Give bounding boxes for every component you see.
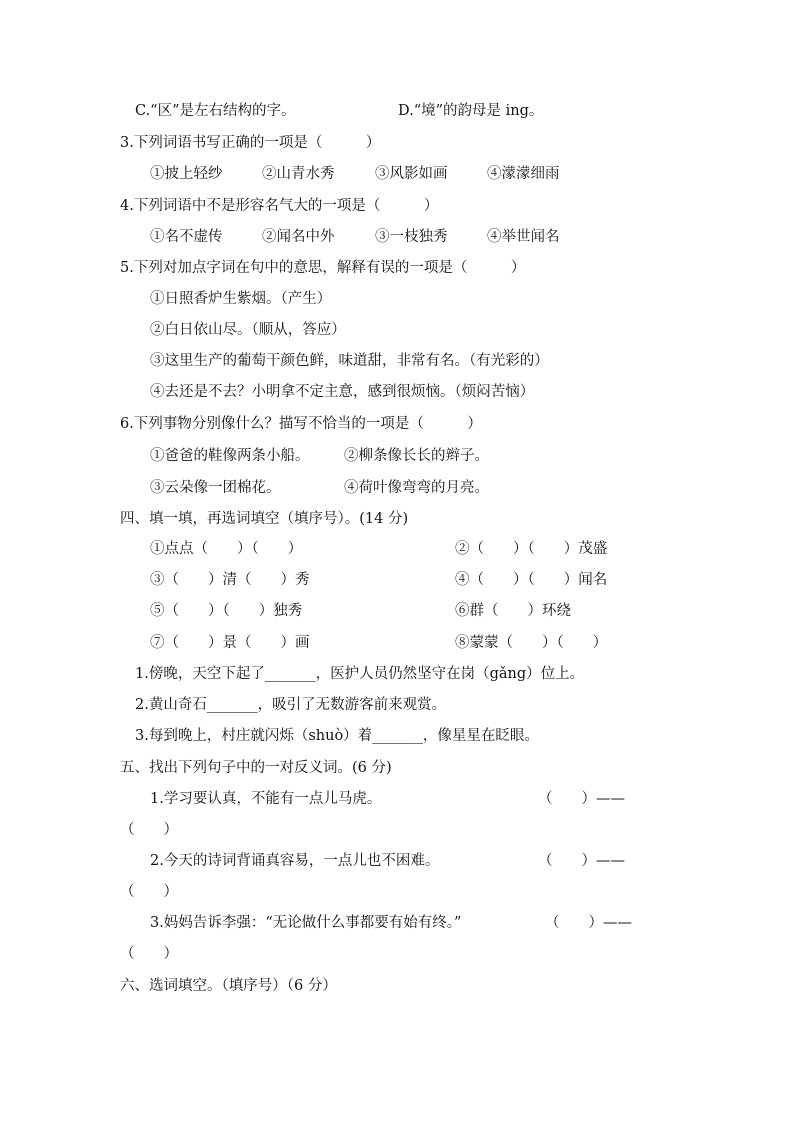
q3-option-2: ②山青水秀: [262, 166, 335, 182]
section5-item-1-text: 1.学习要认真，不能有一点儿马虎。: [150, 791, 382, 807]
section4-sentence-2: 2.黄山奇石_______，吸引了无数游客前来观赏。: [135, 697, 447, 713]
q6-option-4: ④荷叶像弯弯的月亮。: [344, 480, 489, 496]
q5-item-3: ③这里生产的葡萄干颜色鲜，味道甜，非常有名。（有光彩的）: [150, 353, 549, 369]
section4-left-1: ①点点（ ）（ ）: [150, 541, 303, 557]
section4-right-3: ⑥群（ ）环绕: [455, 603, 571, 619]
q6-option-1: ①爸爸的鞋像两条小船。: [150, 448, 310, 464]
section5-item-3-text: 3.妈妈告诉李强：“无论做什么事都要有始有终。”: [150, 915, 462, 931]
section4-sentence-3: 3.每到晚上，村庄就闪烁（shuò）着_______，像星星在眨眼。: [135, 728, 539, 744]
q6-stem: 6.下列事物分别像什么？描写不恰当的一项是（ ）: [120, 416, 482, 432]
q6-option-3: ③云朵像一团棉花。: [150, 480, 281, 496]
section5-item-2-blank1: （ ）——: [538, 853, 625, 869]
section4-left-3: ⑤（ ）（ ）独秀: [150, 603, 303, 619]
q3-option-3: ③风影如画: [375, 166, 448, 182]
section4-right-1: ②（ ）（ ）茂盛: [455, 541, 608, 557]
q2-option-c: C.“区”是左右结构的字。: [135, 103, 296, 119]
q4-option-3: ③一枝独秀: [375, 229, 448, 245]
section5-item-1-blank1: （ ）——: [538, 791, 625, 807]
q5-item-1: ①日照香炉生紫烟。（产生）: [150, 291, 332, 307]
section4-sentence-1: 1.傍晚，天空下起了_______，医护人员仍然坚守在岗（gǎng）位上。: [135, 666, 585, 682]
section5-item-3-blank1: （ ）——: [545, 915, 632, 931]
section4-left-4: ⑦（ ）景（ ）画: [150, 635, 310, 651]
q4-option-4: ④举世闻名: [487, 229, 560, 245]
q3-option-1: ①披上轻纱: [150, 166, 223, 182]
q4-stem: 4.下列词语中不是形容名气大的一项是（ ）: [120, 198, 439, 214]
section4-left-2: ③（ ）清（ ）秀: [150, 572, 310, 588]
section5-item-1-blank2: （ ）: [120, 822, 178, 838]
q2-option-d: D.“境”的韵母是 ing。: [398, 103, 544, 119]
section5-item-2-text: 2.今天的诗词背诵真容易，一点儿也不困难。: [150, 853, 440, 869]
section5-item-2-blank2: （ ）: [120, 884, 178, 900]
section4-right-4: ⑧蒙蒙（ ）（ ）: [455, 635, 608, 651]
section6-heading: 六、选词填空。（填序号）（6 分）: [120, 978, 337, 994]
q4-option-1: ①名不虚传: [150, 229, 223, 245]
q3-option-4: ④濛濛细雨: [487, 166, 560, 182]
section4-heading: 四、填一填，再选词填空（填序号）。(14 分): [120, 511, 409, 527]
q5-stem: 5.下列对加点字词在句中的意思，解释有误的一项是（ ）: [120, 260, 526, 276]
section5-heading: 五、找出下列句子中的一对反义词。(6 分): [120, 760, 392, 776]
q5-item-2: ②白日依山尽。（顺从，答应）: [150, 322, 346, 338]
section4-right-2: ④（ ）（ ）闻名: [455, 572, 608, 588]
q6-option-2: ②柳条像长长的辫子。: [344, 448, 489, 464]
q5-item-4: ④去还是不去？小明拿不定主意，感到很烦恼。（烦闷苦恼）: [150, 384, 535, 400]
section5-item-3-blank2: （ ）: [120, 946, 178, 962]
q4-option-2: ②闻名中外: [262, 229, 335, 245]
q3-stem: 3.下列词语书写正确的一项是（ ）: [120, 135, 381, 151]
